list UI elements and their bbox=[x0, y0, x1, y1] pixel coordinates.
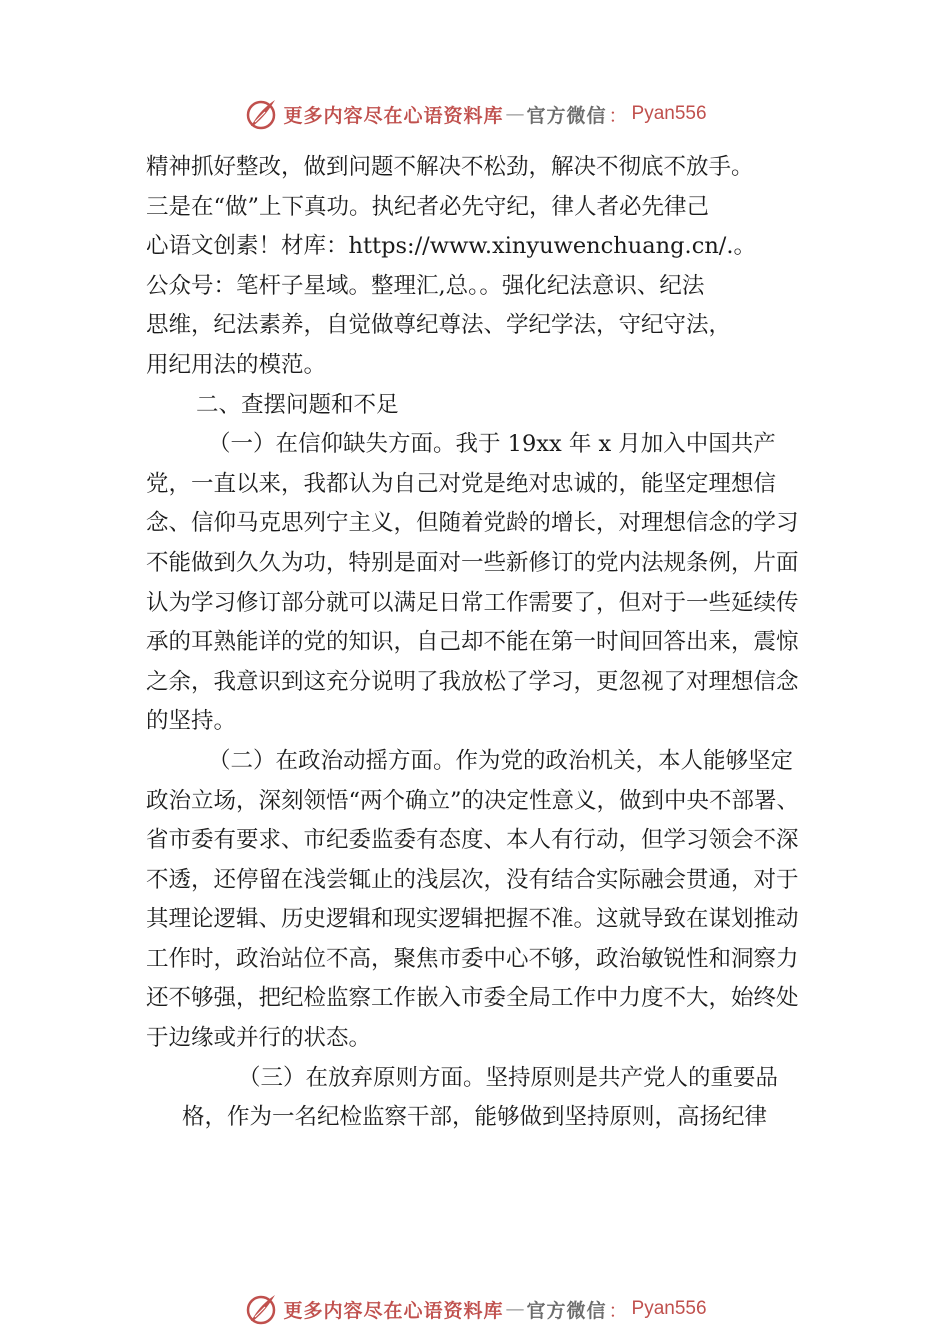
text-line: 三是在“做”上下真功。执纪者必先守纪，律人者必先律己 bbox=[146, 193, 710, 220]
text-line: 公众号：笔杆子星域。整理汇,总。。强化纪法意识、纪法 bbox=[146, 272, 705, 299]
watermark-header bbox=[0, 92, 950, 136]
watermark-separator: — bbox=[505, 103, 525, 125]
text-line: 心语文创素！材库：https://www.xinyuwenchuang.cn/.。 bbox=[146, 233, 757, 260]
watermark-separator: — bbox=[505, 1298, 525, 1320]
quill-logo-icon bbox=[243, 96, 279, 132]
paragraph-politics: （二）在政治动摇方面。作为党的政治机关，本人能够坚定政治立场，深刻领悟“两个确立”的决定性意义，做到中央不部署、省市委有要求、市纪委监委有态度、本人有行动，但学习领会不深不透，还停留在浅尝辄止的浅层次，没有结合实际融会贯通，对于其理论逻辑、历史逻辑和现实逻辑把握不准。这就导致在谋划推动工作时，政治站位不高，聚焦市委中心不够，政治敏锐性和洞察力还不够强，把纪检监察工作嵌入市委全局工作中力度不大，始终处于边缘或并行的状态。 bbox=[146, 747, 800, 1052]
text-line: 精神抓好整改，做到问题不解决不松劲，解决不彻底不放手。 bbox=[146, 154, 754, 180]
quill-logo-icon bbox=[243, 1291, 279, 1327]
watermark-brand: 更多内容尽在心语资料库 bbox=[283, 1299, 504, 1322]
watermark-wechat-id: Pyan556 bbox=[631, 103, 707, 124]
watermark-wechat-label: 官方微信 bbox=[526, 1299, 607, 1322]
paragraph-principles: （三）在放弃原则方面。坚持原则是共产党人的重要品格，作为一名纪检监察干部，能够做到坚持原则，高扬纪律 bbox=[182, 1064, 779, 1131]
watermark-brand: 更多内容尽在心语资料库 bbox=[283, 104, 504, 127]
section-heading: 二、查摆问题和不足 bbox=[196, 391, 399, 418]
watermark-colon: ： bbox=[608, 1299, 628, 1322]
paragraph-faith: （一）在信仰缺失方面。我于 19xx 年 x 月加入中国共产党，一直以来，我都认为自己对党是绝对忠诚的，能坚定理想信念、信仰马克思列宁主义，但随着党龄的增长，对理想信念的学习不能做到久久为功，特别是面对一些新修订的党内法规条例，片面认为学习修订部分就可以满足日常工作需要了，但对于一些延续传承的耳熟能详的党的知识，自己却不能在第一时间回答出来，震惊之余，我意识到这充分说明了我放松了学习，更忽视了对理想信念的坚持。 bbox=[146, 431, 799, 735]
watermark-colon: ： bbox=[608, 104, 628, 127]
watermark-wechat-label: 官方微信 bbox=[526, 104, 607, 127]
document-body bbox=[146, 148, 811, 1138]
text-line: 用纪用法的模范。 bbox=[146, 351, 327, 378]
watermark-footer bbox=[0, 1287, 950, 1331]
watermark-wechat-id: Pyan556 bbox=[631, 1298, 707, 1319]
text-line: 思维，纪法素养，自觉做尊纪尊法、学纪学法，守纪守法， bbox=[146, 312, 732, 339]
